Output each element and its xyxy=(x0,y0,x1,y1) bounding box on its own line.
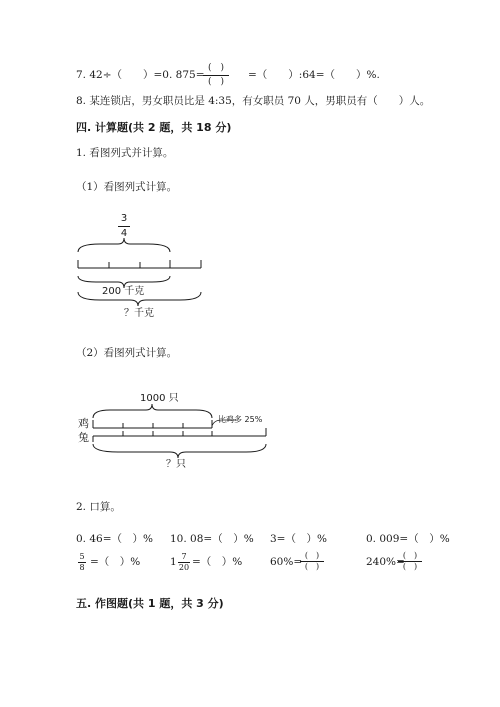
oral-r2-d-prefix: 240%= xyxy=(366,556,405,568)
d2-note: 比鸡多 25% xyxy=(218,415,263,424)
d1-fraction xyxy=(118,214,130,239)
oral-r1-a: 0. 46=（ ）% xyxy=(76,533,153,545)
section4-title: 四. 计算题(共 2 题，共 18 分) xyxy=(76,121,232,134)
oral-r2-b-num: 7 xyxy=(181,552,187,561)
oral-r2-a-num: 5 xyxy=(79,552,85,561)
d2-top-label: 1000 只 xyxy=(140,393,179,404)
oral-r2-a-rest: =（ ）% xyxy=(90,556,141,568)
oral-r2-c-num: ( ) xyxy=(304,551,320,560)
q7-prefix: 7. 42÷（ ）=0. 875= xyxy=(76,69,205,81)
q7-frac-den: ( ) xyxy=(207,77,225,87)
oral-r2-b-frac xyxy=(178,553,190,572)
p2-title: 2. 口算。 xyxy=(76,501,121,513)
d1-frac-den: 4 xyxy=(120,228,128,239)
q7-fraction xyxy=(203,64,229,87)
d1-total-label: 200 千克 xyxy=(102,286,145,297)
oral-r1-d: 0. 009=（ ）% xyxy=(366,533,450,545)
oral-r2-b-rest: =（ ）% xyxy=(192,556,243,568)
section5-title: 五. 作图题(共 1 题，共 3 分) xyxy=(76,597,224,610)
p1-sub2: （2）看图列式计算。 xyxy=(76,347,178,359)
oral-r1-c: 3=（ ）% xyxy=(270,533,327,545)
oral-r2-d-den: ( ) xyxy=(402,562,418,571)
d1-question: ？千克 xyxy=(124,308,154,319)
d2-row1: 鸡 xyxy=(78,417,89,430)
oral-r1-b: 10. 08=（ ）% xyxy=(170,533,254,545)
d1-frac-num: 3 xyxy=(120,213,128,224)
d2-question: ？只 xyxy=(166,459,186,470)
d2-row2: 兔 xyxy=(78,431,89,444)
p1-sub1: （1）看图列式计算。 xyxy=(76,181,178,193)
q7-frac-num: ( ) xyxy=(207,63,225,73)
oral-r2-a-frac xyxy=(78,553,86,572)
q8-text: 8. 某连锁店，男女职员比是 4:35，有女职员 70 人，男职员有（ ）人。 xyxy=(76,95,431,107)
oral-r2-c-prefix: 60%= xyxy=(270,556,303,568)
oral-r2-b-den: 20 xyxy=(178,563,190,572)
oral-r2-d-frac xyxy=(398,552,422,571)
p1-title: 1. 看图列式并计算。 xyxy=(76,147,174,159)
oral-r2-c-frac xyxy=(300,552,324,571)
q7-middle: =（ ）:64=（ ）%. xyxy=(248,69,380,81)
oral-r2-a-den: 8 xyxy=(79,563,85,572)
oral-r2-b-whole: 1 xyxy=(170,556,177,568)
oral-r2-c-den: ( ) xyxy=(304,562,320,571)
oral-r2-d-num: ( ) xyxy=(402,551,418,560)
